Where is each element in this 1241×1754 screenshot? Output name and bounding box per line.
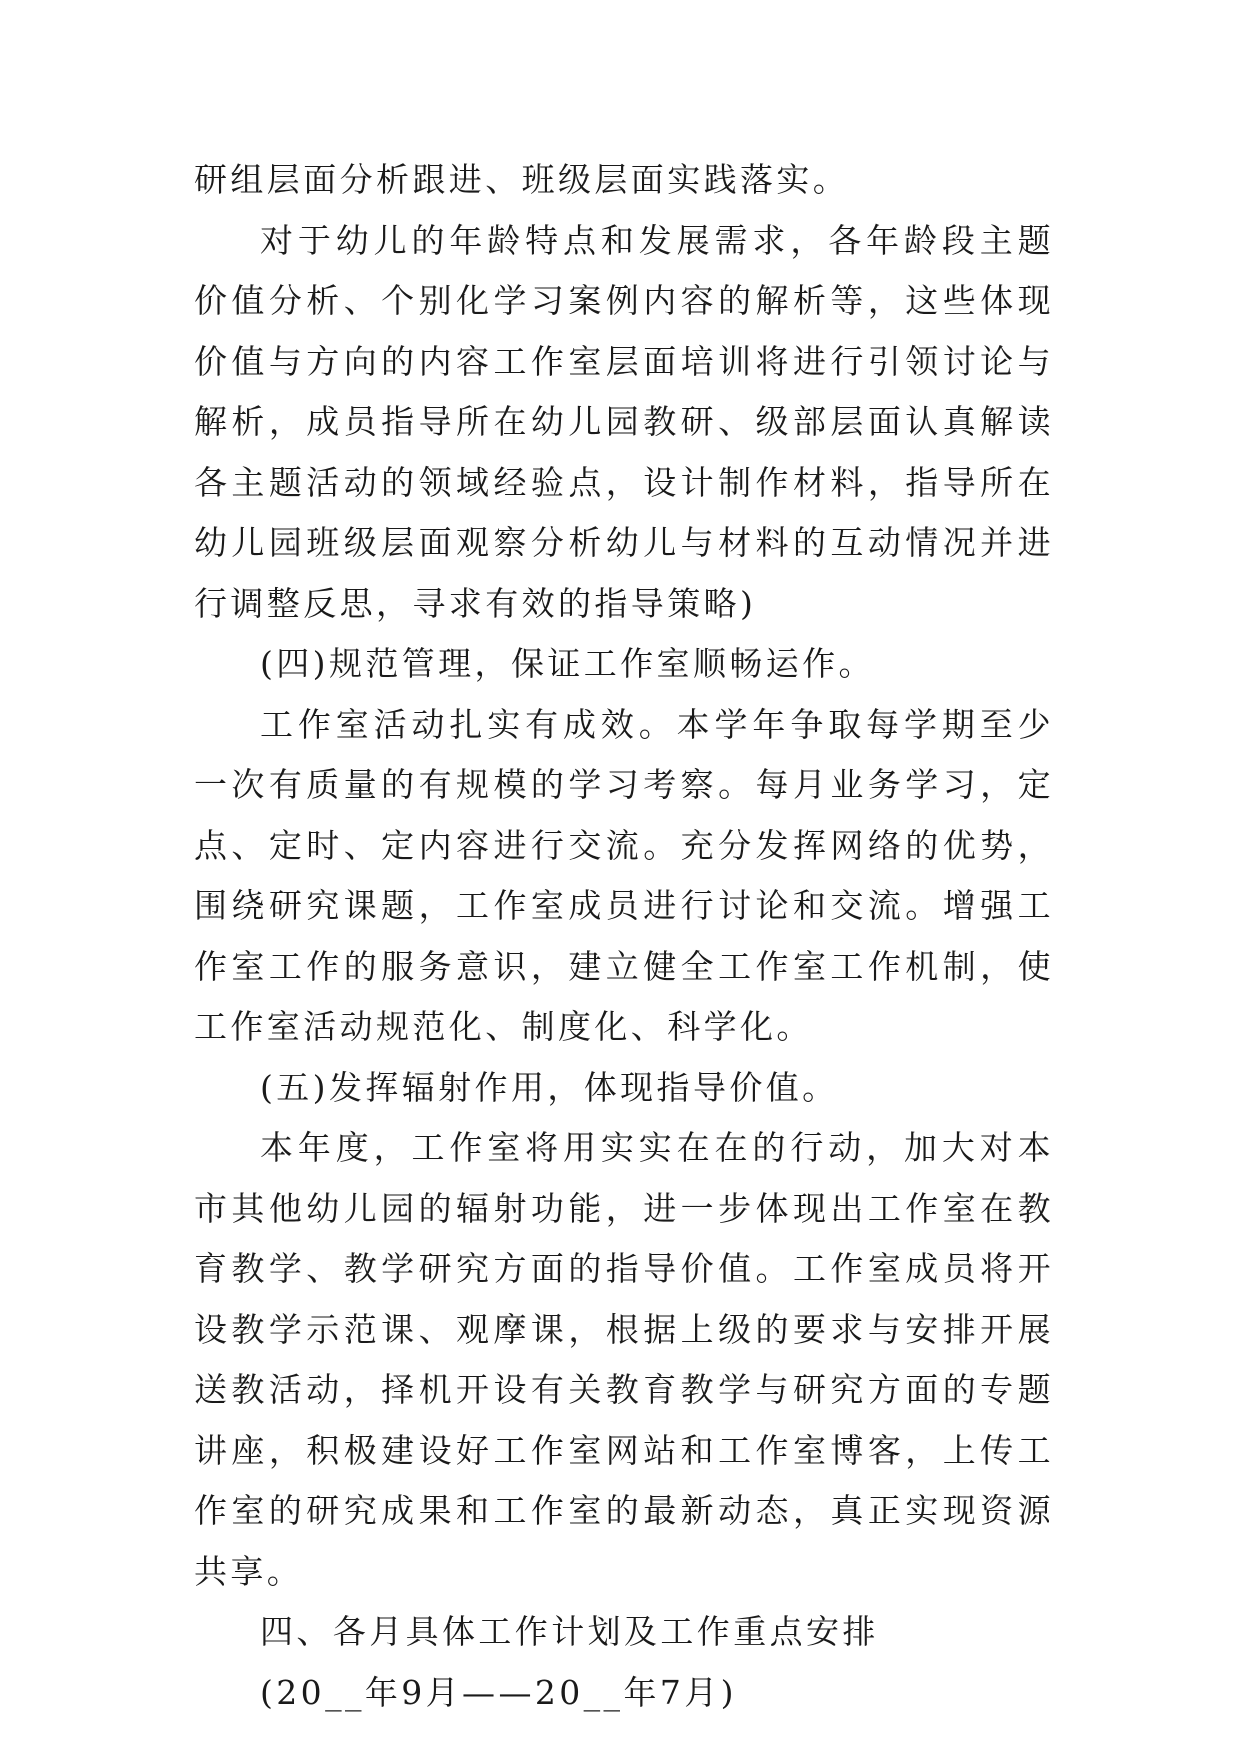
document-body	[194, 150, 1054, 1723]
section-heading-monthly-plan: 四、各月具体工作计划及工作重点安排	[260, 1612, 879, 1651]
paragraph-continuation: 研组层面分析跟进、班级层面实践落实。	[194, 160, 850, 199]
paragraph-annual-actions: 本年度，工作室将用实实在在的行动，加大对本市其他幼儿园的辐射功能，进一步体现出工作室在教育教学、教学研究方面的指导价值。工作室成员将开设教学示范课、观摩课，根据上级的要求与安排开展送教活动，择机开设有关教育教学与研究方面的专题讲座，积极建设好工作室网站和工作室博客，上传工作室的研究成果和工作室的最新动态，真正实现资源共享。	[194, 1128, 1054, 1591]
section-heading-radiation: (五)发挥辐射作用，体现指导价值。	[260, 1067, 839, 1107]
paragraph-studio-activities: 工作室活动扎实有成效。本学年争取每学期至少一次有质量的有规模的学习考察。每月业务学习，定点、定时、定内容进行交流。充分发挥网络的优势，围绕研究课题，工作室成员进行讨论和交流。增强工作室工作的服务意识，建立健全工作室工作机制，使工作室活动规范化、制度化、科学化。	[194, 704, 1054, 1046]
date-range-line: (20__年9月——20__年7月)	[260, 1672, 737, 1712]
section-heading-management: (四)规范管理，保证工作室顺畅运作。	[260, 644, 875, 683]
paragraph-age-characteristics: 对于幼儿的年龄特点和发展需求，各年龄段主题价值分析、个别化学习案例内容的解析等，这些体现价值与方向的内容工作室层面培训将进行引领讨论与解析，成员指导所在幼儿园教研、级部层面认真解读各主题活动的领域经验点，设计制作材料，指导所在幼儿园班级层面观察分析幼儿与材料的互动情况并进行调整反思，寻求有效的指导策略)	[194, 220, 1054, 623]
